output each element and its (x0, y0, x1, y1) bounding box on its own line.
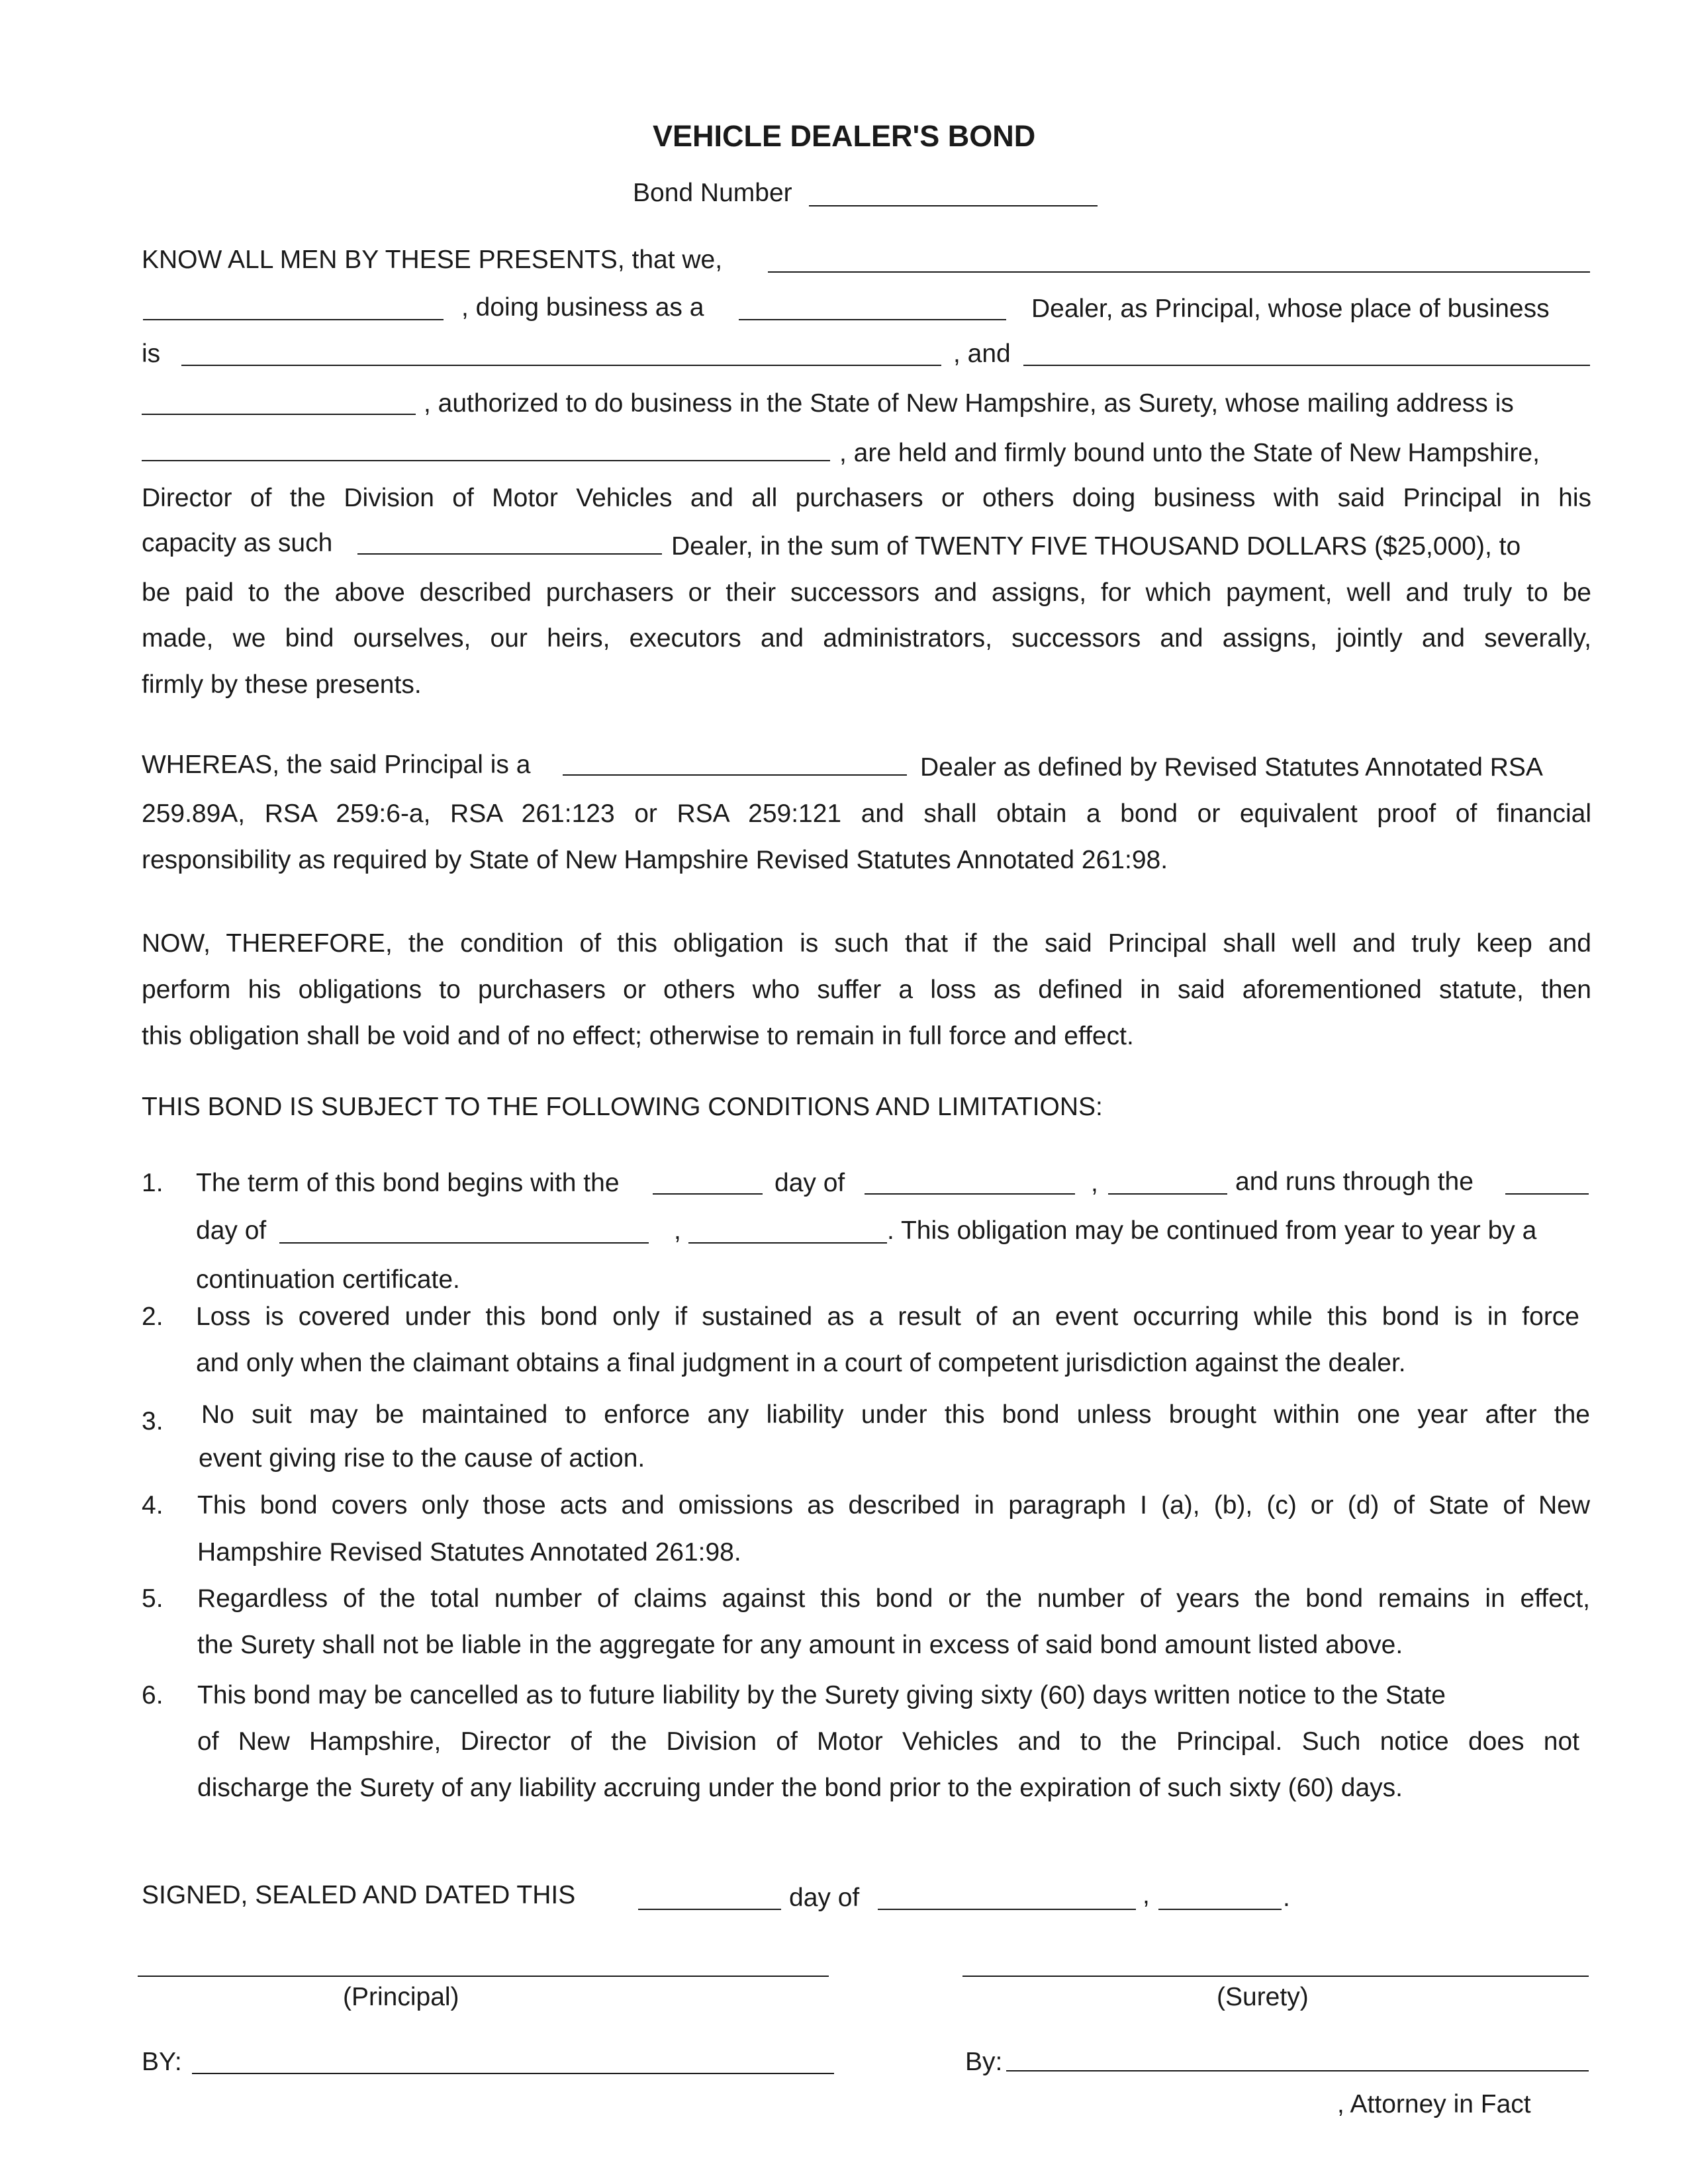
c5-line2: the Surety shall not be liable in the aggregate for any amount in excess of said bond amount listed above. (197, 1631, 1403, 1659)
p1-line6: Director of the Division of Motor Vehicles and all purchasers or others doing business with said Principal in his (142, 484, 1591, 512)
c1-line1c: , (1091, 1169, 1098, 1197)
c2-line1: Loss is covered under this bond only if sustained as a result of an event occurring while this bond is in force (196, 1302, 1579, 1331)
surety-name-field-cont[interactable] (142, 414, 416, 415)
principal-name-field-cont[interactable] (143, 319, 444, 320)
term-start-month-field[interactable] (865, 1193, 1075, 1195)
c6-line3: discharge the Surety of any liability accruing under the bond prior to the expiration of such sixty (60) days. (197, 1774, 1403, 1802)
by-surety-field[interactable] (1006, 2070, 1589, 2071)
conditions-heading: THIS BOND IS SUBJECT TO THE FOLLOWING CONDITIONS AND LIMITATIONS: (142, 1093, 1103, 1121)
term-end-month-field[interactable] (279, 1242, 649, 1244)
c3-line1: No suit may be maintained to enforce any liability under this bond unless brought within one year after the (201, 1400, 1590, 1429)
surety-address-field[interactable] (142, 460, 830, 461)
c3-line2: event giving rise to the cause of action. (199, 1444, 645, 1473)
c6-line1: This bond may be cancelled as to future liability by the Surety giving sixty (60) days written notice to the State (197, 1681, 1446, 1709)
bond-number-field[interactable] (809, 205, 1098, 206)
p1-line2b: Dealer, as Principal, whose place of business (1031, 295, 1550, 323)
p1-line2a: , doing business as a (461, 293, 704, 322)
term-start-day-field[interactable] (653, 1193, 763, 1195)
c2-line2: and only when the claimant obtains a final judgment in a court of competent jurisdiction against the dealer. (196, 1349, 1406, 1377)
signed-month-field[interactable] (878, 1909, 1136, 1910)
surety-signature-line[interactable] (962, 1976, 1589, 1977)
by-left-label: BY: (142, 2048, 182, 2076)
signed-day-field[interactable] (638, 1909, 781, 1910)
bond-number-label: Bond Number (633, 179, 792, 207)
signed-period: . (1283, 1884, 1290, 1912)
surety-name-field[interactable] (1023, 365, 1590, 366)
p1-line8: be paid to the above described purchasers or their successors and assigns, for which payment, well and truly to be (142, 578, 1591, 607)
signed-year-field[interactable] (1158, 1909, 1282, 1910)
surety-label: (Surety) (1217, 1983, 1309, 2011)
condition-3-number: 3. (142, 1407, 164, 1435)
by-principal-field[interactable] (192, 2073, 834, 2074)
p1-line7a: capacity as such (142, 529, 333, 557)
c1-line2c: . This obligation may be continued from year to year by a (887, 1216, 1537, 1245)
p1-line3a: is (142, 340, 161, 368)
c1-line2a: day of (196, 1216, 267, 1245)
p2-line1b: Dealer as defined by Revised Statutes Annotated RSA (920, 753, 1543, 782)
c4-line1: This bond covers only those acts and omissions as described in paragraph I (a), (b), (c) or (d) of State of New (197, 1491, 1590, 1520)
p1-line3b: , and (953, 340, 1011, 368)
p1-line10: firmly by these presents. (142, 670, 422, 699)
condition-5-number: 5. (142, 1584, 164, 1613)
c1-line1d: and runs through the (1235, 1167, 1474, 1196)
capacity-dealer-type-field[interactable] (357, 553, 662, 555)
principal-signature-line[interactable] (138, 1976, 829, 1977)
c6-line2: of New Hampshire, Director of the Division of Motor Vehicles and to the Principal. Such notice does not (197, 1727, 1579, 1756)
place-of-business-field[interactable] (181, 365, 941, 366)
principal-name-field[interactable] (768, 271, 1590, 273)
c1-line2b: , (674, 1216, 681, 1245)
whereas-dealer-type-field[interactable] (563, 774, 907, 776)
condition-4-number: 4. (142, 1491, 164, 1520)
c5-line1: Regardless of the total number of claims against this bond or the number of years the bond remains in effect, (197, 1584, 1590, 1613)
p3-line2: perform his obligations to purchasers or others who suffer a loss as defined in said aforementioned statute, then (142, 976, 1591, 1004)
p1-line4: , authorized to do business in the State of New Hampshire, as Surety, whose mailing address is (424, 389, 1514, 418)
term-end-day-field[interactable] (1505, 1193, 1589, 1195)
p3-line3: this obligation shall be void and of no effect; otherwise to remain in full force and effect. (142, 1022, 1134, 1050)
p1-line1: KNOW ALL MEN BY THESE PRESENTS, that we, (142, 246, 723, 274)
c4-line2: Hampshire Revised Statutes Annotated 261:98. (197, 1538, 741, 1567)
term-start-year-field[interactable] (1108, 1193, 1227, 1195)
signed-comma: , (1143, 1881, 1150, 1909)
c1-line1b: day of (774, 1169, 845, 1197)
term-end-year-field[interactable] (688, 1242, 887, 1244)
principal-label: (Principal) (343, 1983, 459, 2011)
p2-line1a: WHEREAS, the said Principal is a (142, 751, 531, 779)
c1-line1a: The term of this bond begins with the (196, 1169, 620, 1197)
condition-1-number: 1. (142, 1169, 164, 1197)
dealer-type-field[interactable] (739, 319, 1006, 320)
signed-day-of-label: day of (789, 1884, 860, 1912)
p1-line5: , are held and firmly bound unto the State of New Hampshire, (839, 439, 1540, 467)
p1-line7b: Dealer, in the sum of TWENTY FIVE THOUSAND DOLLARS ($25,000), to (671, 532, 1521, 561)
c1-line3: continuation certificate. (196, 1265, 460, 1294)
attorney-in-fact-label: , Attorney in Fact (1337, 2090, 1531, 2118)
p2-line2: 259.89A, RSA 259:6-a, RSA 261:123 or RSA 259:121 and shall obtain a bond or equivalent proof of financial (142, 799, 1591, 828)
condition-2-number: 2. (142, 1302, 164, 1331)
document-title: VEHICLE DEALER'S BOND (653, 119, 1036, 153)
p1-line9: made, we bind ourselves, our heirs, executors and administrators, successors and assigns, jointly and severally, (142, 624, 1591, 653)
by-right-label: By: (965, 2048, 1003, 2076)
condition-6-number: 6. (142, 1681, 164, 1709)
p2-line3: responsibility as required by State of New Hampshire Revised Statutes Annotated 261:98. (142, 846, 1168, 874)
signed-dated-label: SIGNED, SEALED AND DATED THIS (142, 1881, 576, 1909)
p3-line1: NOW, THEREFORE, the condition of this obligation is such that if the said Principal shall well and truly keep and (142, 929, 1591, 958)
